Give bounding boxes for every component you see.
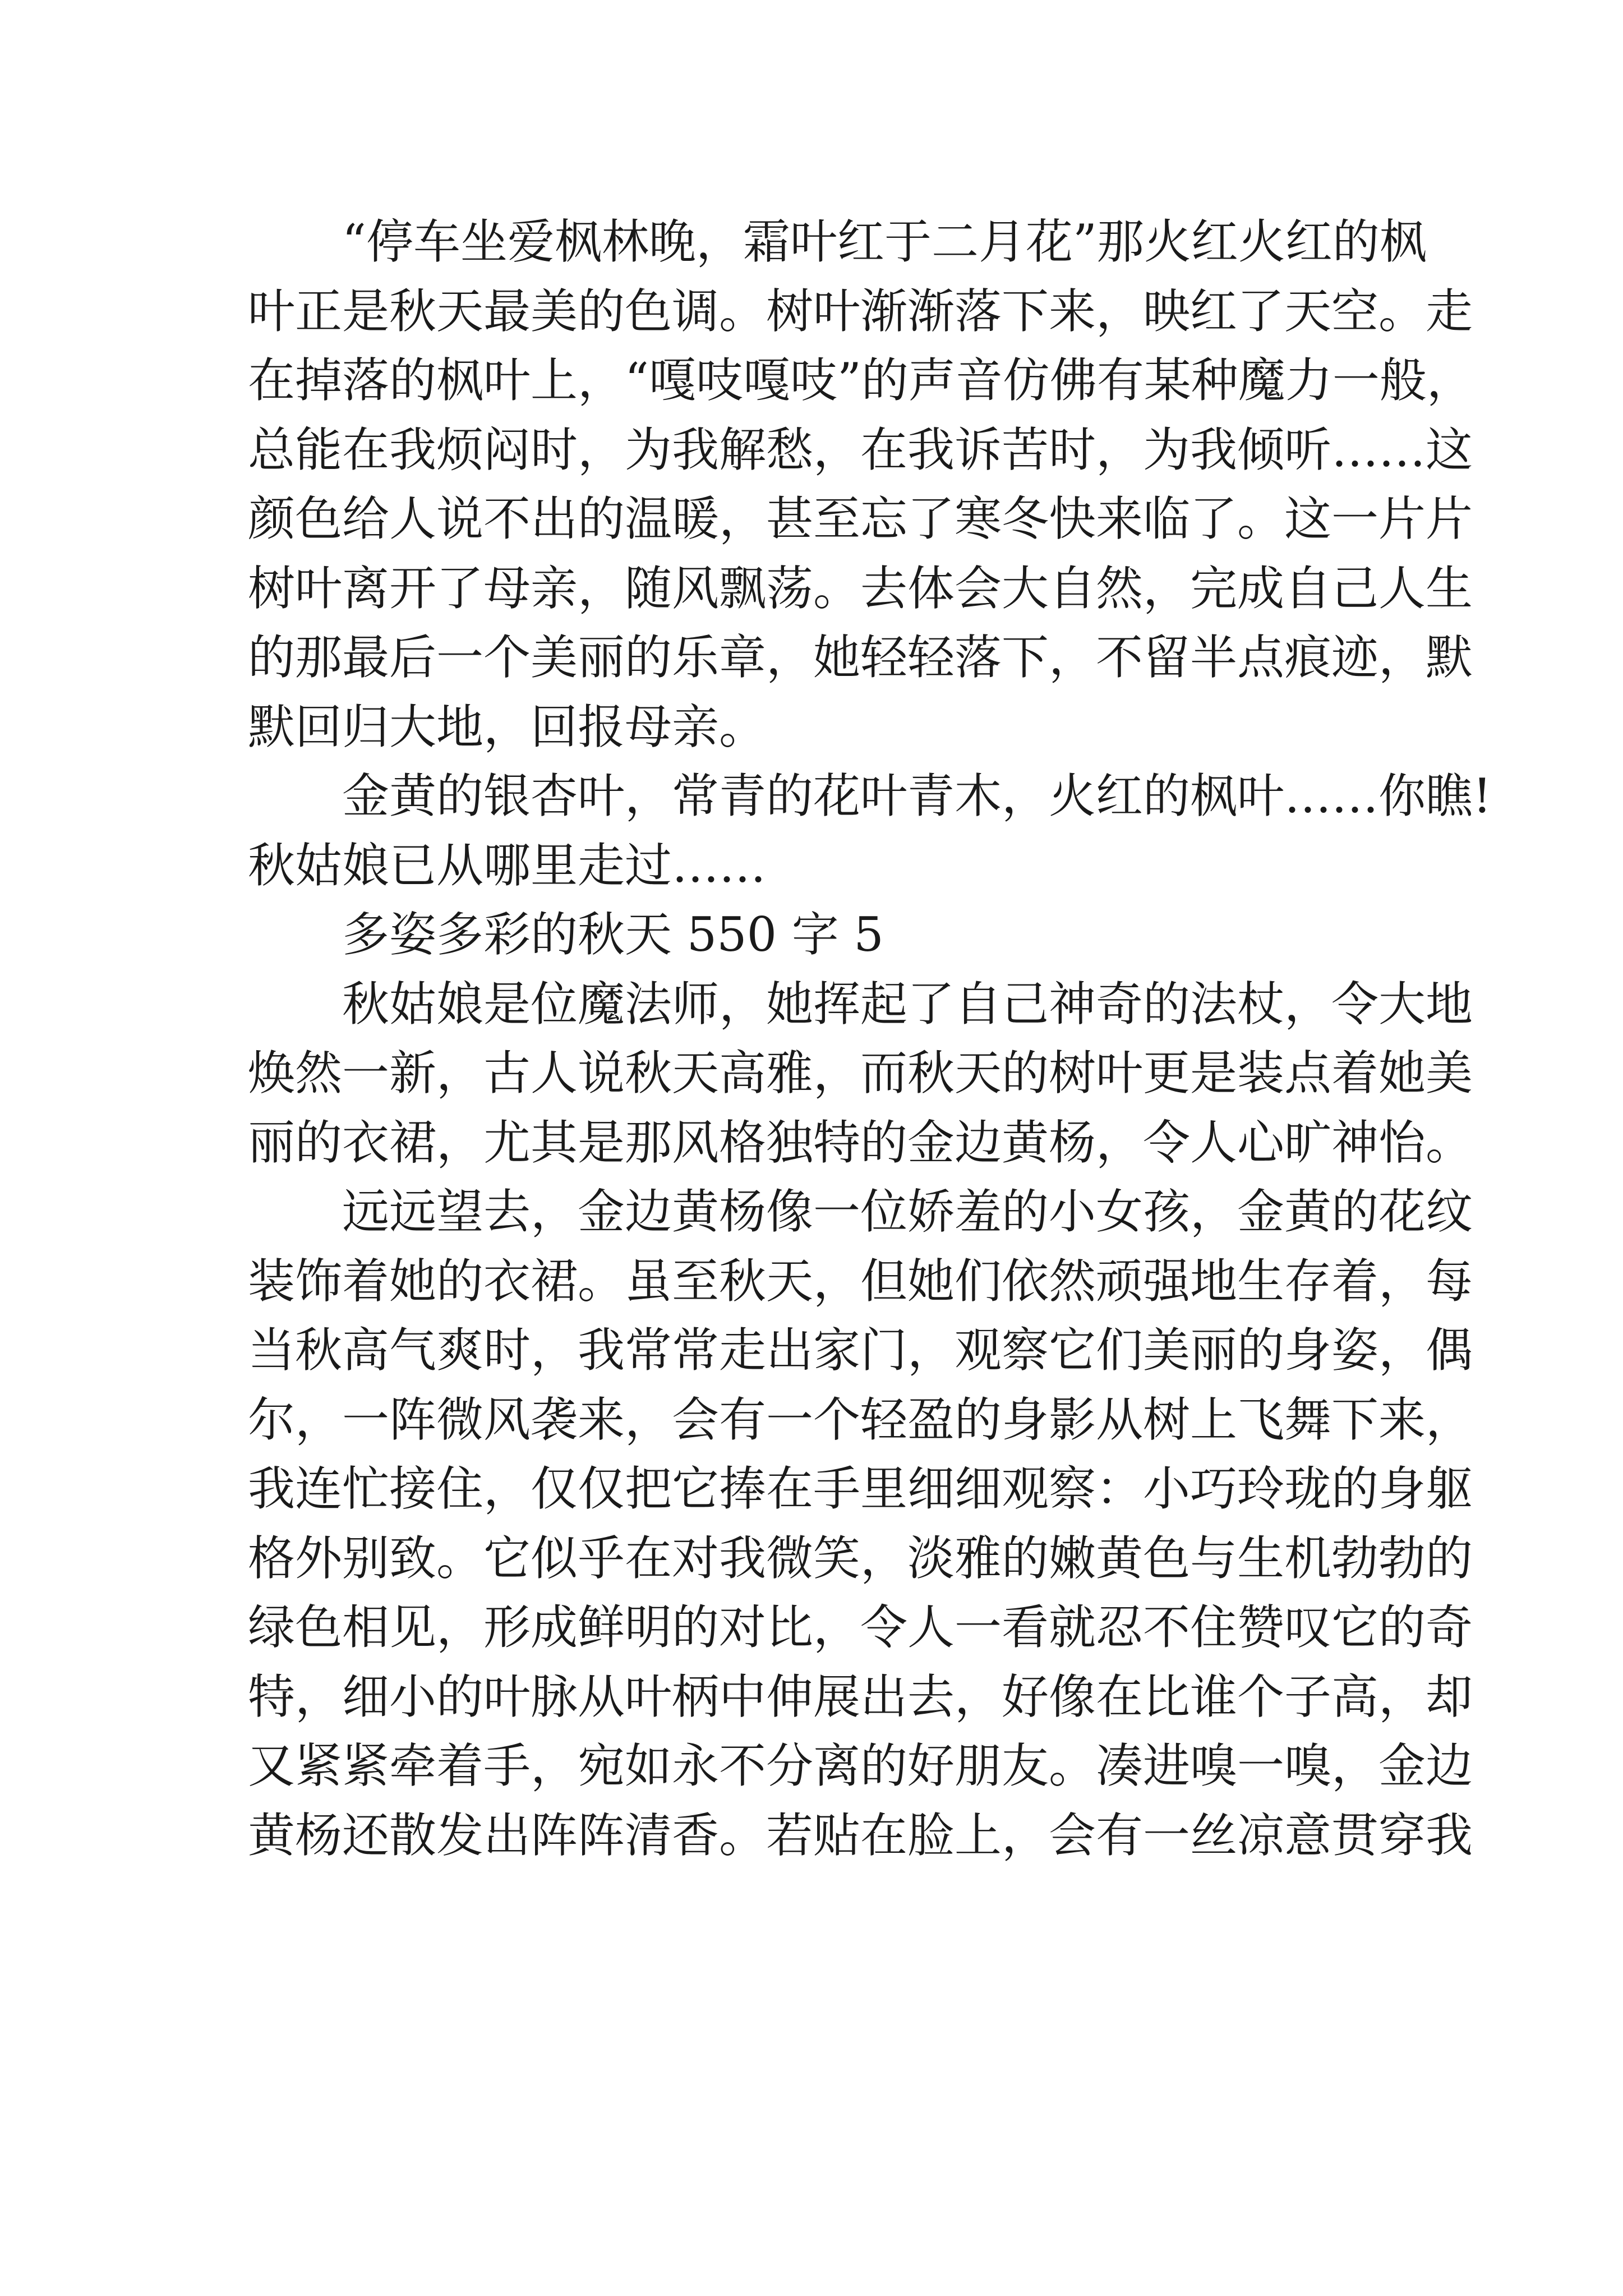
text-line: 颜色给人说不出的温暖，甚至忘了寒冬快来临了。这一片片 [248,491,1473,546]
document-body [248,208,1492,1870]
text-line: 我连忙接住，仅仅把它捧在手里细细观察：小巧玲珑的身躯 [248,1461,1473,1516]
section-heading: 多姿多彩的秋天 550 字 5 [342,907,884,962]
text-line: 当秋高气爽时，我常常走出家门，观察它们美丽的身姿，偶 [248,1323,1473,1378]
text-line: 又紧紧牵着手，宛如永不分离的好朋友。凑进嗅一嗅，金边 [248,1738,1473,1793]
text-line: 特，细小的叶脉从叶柄中伸展出去，好像在比谁个子高，却 [248,1669,1473,1724]
text-line: 默回归大地，回报母亲。 [248,699,767,754]
text-line: 黄杨还散发出阵阵清香。若贴在脸上，会有一丝凉意贯穿我 [248,1807,1473,1863]
text-line: 格外别致。它似乎在对我微笑，淡雅的嫩黄色与生机勃勃的 [248,1530,1473,1586]
text-line: 焕然一新，古人说秋天高雅，而秋天的树叶更是装点着她美 [248,1046,1473,1101]
text-line: 装饰着她的衣裙。虽至秋天，但她们依然顽强地生存着，每 [248,1253,1473,1309]
text-line: 尔，一阵微风袭来，会有一个轻盈的身影从树上飞舞下来， [248,1392,1473,1447]
text-line: “停车坐爱枫林晚，霜叶红于二月花”那火红火红的枫 [342,214,1427,269]
text-line: 树叶离开了母亲，随风飘荡。去体会大自然，完成自己人生 [248,560,1473,616]
text-line: 远远望去，金边黄杨像一位娇羞的小女孩，金黄的花纹 [342,1184,1473,1239]
text-line: 的那最后一个美丽的乐章，她轻轻落下，不留半点痕迹，默 [248,630,1473,685]
text-line: 秋姑娘是位魔法师，她挥起了自己神奇的法杖，令大地 [342,976,1473,1032]
text-line: 总能在我烦闷时，为我解愁，在我诉苦时，为我倾听……这 [248,422,1473,477]
text-line: 金黄的银杏叶，常青的花叶青木，火红的枫叶……你瞧! [342,769,1492,823]
text-line: 叶正是秋天最美的色调。树叶渐渐落下来，映红了天空。走 [248,283,1473,339]
text-line: 绿色相见，形成鲜明的对比，令人一看就忍不住赞叹它的奇 [248,1600,1473,1655]
text-line: 丽的衣裙，尤其是那风格独特的金边黄杨，令人心旷神怡。 [248,1115,1473,1170]
text-line: 秋姑娘已从哪里走过…… [248,838,767,893]
text-line: 在掉落的枫叶上，“嘎吱嘎吱”的声音仿佛有某种魔力一般， [248,353,1474,408]
